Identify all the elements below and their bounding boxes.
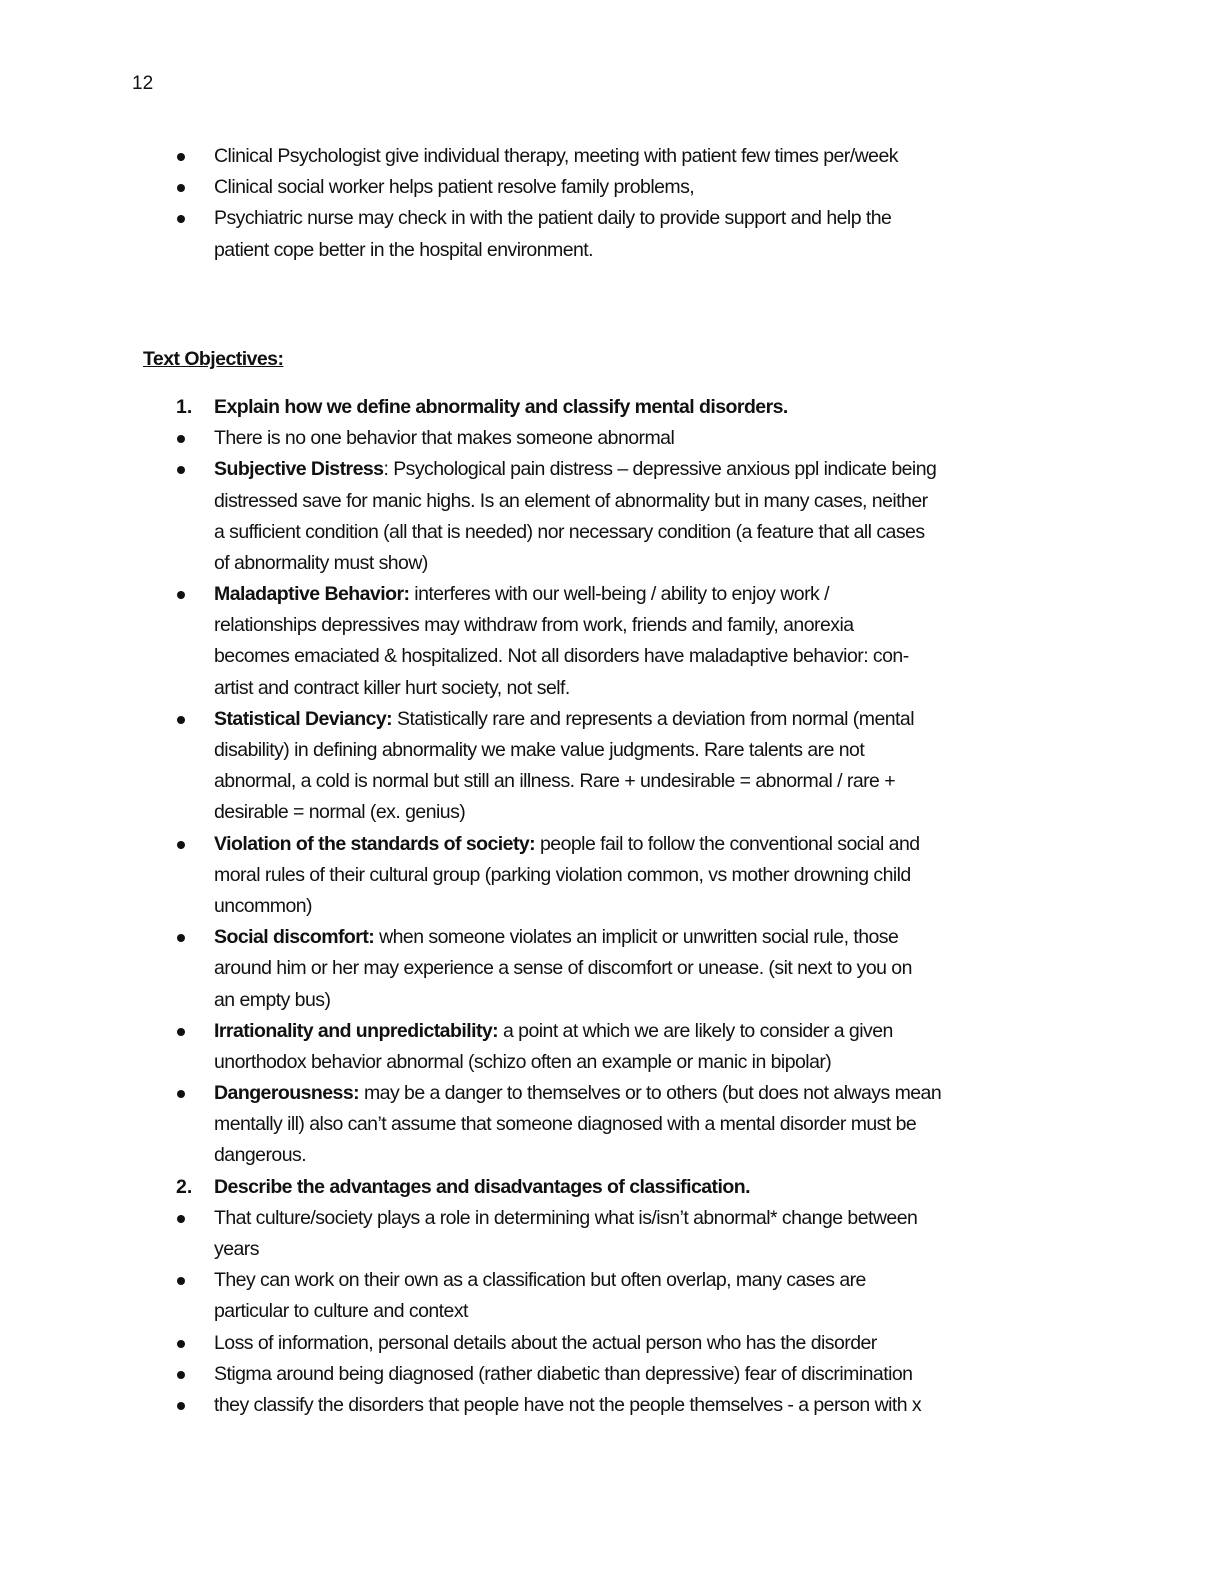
item-label: Explain how we define abnormality and classify mental disorders.: [214, 395, 788, 418]
bullet-icon: [177, 466, 185, 474]
item-text: dangerous.: [214, 1144, 307, 1167]
item-label: Describe the advantages and disadvantages of classification.: [214, 1175, 750, 1198]
bullet-icon: [177, 716, 185, 724]
item-label: Violation of the standards of society:: [214, 832, 536, 855]
bullet-icon: [177, 841, 185, 849]
item-label: Dangerousness:: [214, 1082, 360, 1105]
bullet-icon: [177, 1090, 185, 1098]
text-line: [214, 610, 1224, 641]
item-text: an empty bus): [214, 988, 331, 1011]
list-number: 2.: [176, 1175, 193, 1198]
bullet-icon: [177, 934, 185, 942]
text-line: [214, 1016, 1224, 1047]
item-text: Clinical Psychologist give individual therapy, meeting with patient few times per/week: [214, 145, 898, 167]
list-item: [0, 423, 1224, 454]
text-line: [214, 1359, 1224, 1390]
bullet-icon: [177, 215, 185, 223]
list-item: [0, 1359, 1224, 1390]
item-text: Clinical social worker helps patient resolve family problems,: [214, 176, 695, 199]
text-line: [214, 548, 1224, 579]
text-line: [214, 797, 1224, 828]
section-heading: Text Objectives:: [143, 347, 284, 370]
item-text: a sufficient condition (all that is needed) nor necessary condition (a feature that all cases: [214, 520, 925, 543]
top-bullet-list: [0, 141, 1224, 266]
list-item: [0, 1016, 1224, 1078]
item-label: Social discomfort:: [214, 926, 375, 949]
text-line: [214, 766, 1224, 797]
text-line: [214, 1296, 1224, 1327]
bullet-icon: [177, 591, 185, 599]
item-text: Stigma around being diagnosed (rather diabetic than depressive) fear of discrimination: [214, 1362, 913, 1385]
list-item: [0, 1078, 1224, 1172]
text-line: [214, 985, 1224, 1016]
text-line: [214, 735, 1224, 766]
objectives-list: [0, 392, 1224, 1421]
page-number: 12: [132, 73, 154, 94]
item-text: disability) in defining abnormality we make value judgments. Rare talents are not: [214, 739, 865, 761]
bullet-icon: [177, 1277, 185, 1285]
text-line: [214, 953, 1224, 984]
text-line: [214, 235, 1224, 266]
item-text: years: [214, 1238, 259, 1260]
text-line: [214, 1109, 1224, 1140]
bullet-icon: [177, 1028, 185, 1036]
item-text: There is no one behavior that makes someone abnormal: [214, 427, 675, 450]
text-line: [214, 579, 1224, 610]
list-item: [0, 1203, 1224, 1265]
list-item: [0, 454, 1224, 579]
text-line: [214, 1172, 1224, 1203]
item-text: may be a danger to themselves or to others (but does not always mean: [359, 1082, 942, 1105]
text-line: [214, 860, 1224, 891]
item-text: artist and contract killer hurt society, not self.: [214, 676, 570, 699]
bullet-icon: [177, 1371, 185, 1379]
item-text: becomes emaciated & hospitalized. Not all disorders have maladaptive behavior: con-: [214, 645, 909, 668]
bullet-icon: [177, 1402, 185, 1410]
list-item: [0, 579, 1224, 704]
item-text: particular to culture and context: [214, 1300, 468, 1323]
bullet-icon: [177, 435, 185, 443]
text-line: [214, 641, 1224, 672]
text-line: [214, 486, 1224, 517]
list-number: 1.: [176, 395, 193, 418]
item-text: That culture/society plays a role in determining what is/isn’t abnormal* change between: [214, 1206, 918, 1229]
text-line: [214, 392, 1224, 423]
list-item: [0, 704, 1224, 829]
item-text: They can work on their own as a classification but often overlap, many cases are: [214, 1269, 866, 1292]
text-line: [214, 517, 1224, 548]
item-text: when someone violates an implicit or unwritten social rule, those: [374, 926, 899, 949]
item-label: Irrationality and unpredictability:: [214, 1019, 499, 1042]
item-text: they classify the disorders that people have not the people themselves - a person with x: [214, 1393, 922, 1416]
item-label: Statistical Deviancy:: [214, 707, 393, 730]
item-text: Psychiatric nurse may check in with the patient daily to provide support and help the: [214, 207, 892, 230]
list-item: [0, 1265, 1224, 1327]
list-item: [0, 141, 1224, 172]
item-text: a point at which we are likely to consider a given: [498, 1019, 893, 1042]
bullet-icon: [177, 184, 185, 192]
bullet-icon: [177, 153, 185, 161]
document-body: [0, 141, 1224, 1421]
text-line: [214, 1140, 1224, 1171]
numbered-objective: [0, 392, 1224, 423]
text-line: [214, 1390, 1224, 1421]
item-text: abnormal, a cold is normal but still an illness. Rare + undesirable = abnormal / rare +: [214, 770, 896, 793]
text-line: [214, 203, 1224, 234]
item-text: : Psychological pain distress – depressive anxious ppl indicate being: [383, 458, 937, 481]
list-item: [0, 829, 1224, 923]
text-line: [214, 891, 1224, 922]
item-text: relationships depressives may withdraw from work, friends and family, anorexia: [214, 614, 854, 637]
list-item: [0, 922, 1224, 1016]
item-text: desirable = normal (ex. genius): [214, 801, 466, 824]
text-line: [214, 704, 1224, 735]
item-label: Subjective Distress: [214, 458, 384, 481]
text-line: [214, 1328, 1224, 1359]
text-line: [214, 172, 1224, 203]
item-text: people fail to follow the conventional social and: [535, 832, 920, 855]
numbered-objective: [0, 1172, 1224, 1203]
list-item: [0, 203, 1224, 265]
item-text: uncommon): [214, 894, 313, 917]
text-line: [214, 1265, 1224, 1296]
text-line: [214, 673, 1224, 704]
text-line: [214, 141, 1224, 172]
item-text: of abnormality must show): [214, 551, 428, 574]
text-line: [214, 454, 1224, 485]
text-line: [214, 922, 1224, 953]
item-text: patient cope better in the hospital environment.: [214, 238, 594, 261]
item-text: unorthodox behavior abnormal (schizo often an example or manic in bipolar): [214, 1050, 832, 1073]
text-line: [214, 1234, 1224, 1265]
item-text: Loss of information, personal details about the actual person who has the disorder: [214, 1331, 877, 1354]
text-line: [214, 829, 1224, 860]
item-text: mentally ill) also can’t assume that someone diagnosed with a mental disorder must be: [214, 1113, 917, 1136]
item-text: moral rules of their cultural group (parking violation common, vs mother drowning child: [214, 863, 911, 886]
item-label: Maladaptive Behavior:: [214, 583, 410, 606]
text-line: [214, 1078, 1224, 1109]
text-line: [214, 423, 1224, 454]
list-item: [0, 172, 1224, 203]
item-text: distressed save for manic highs. Is an element of abnormality but in many cases, neither: [214, 489, 928, 512]
item-text: Statistically rare and represents a deviation from normal (mental: [392, 707, 914, 730]
list-item: [0, 1390, 1224, 1421]
text-line: [214, 1203, 1224, 1234]
item-text: around him or her may experience a sense of discomfort or unease. (sit next to you on: [214, 957, 912, 980]
list-item: [0, 1328, 1224, 1359]
text-line: [214, 1047, 1224, 1078]
bullet-icon: [177, 1340, 185, 1348]
item-text: interferes with our well-being / ability to enjoy work /: [409, 583, 829, 606]
bullet-icon: [177, 1215, 185, 1223]
